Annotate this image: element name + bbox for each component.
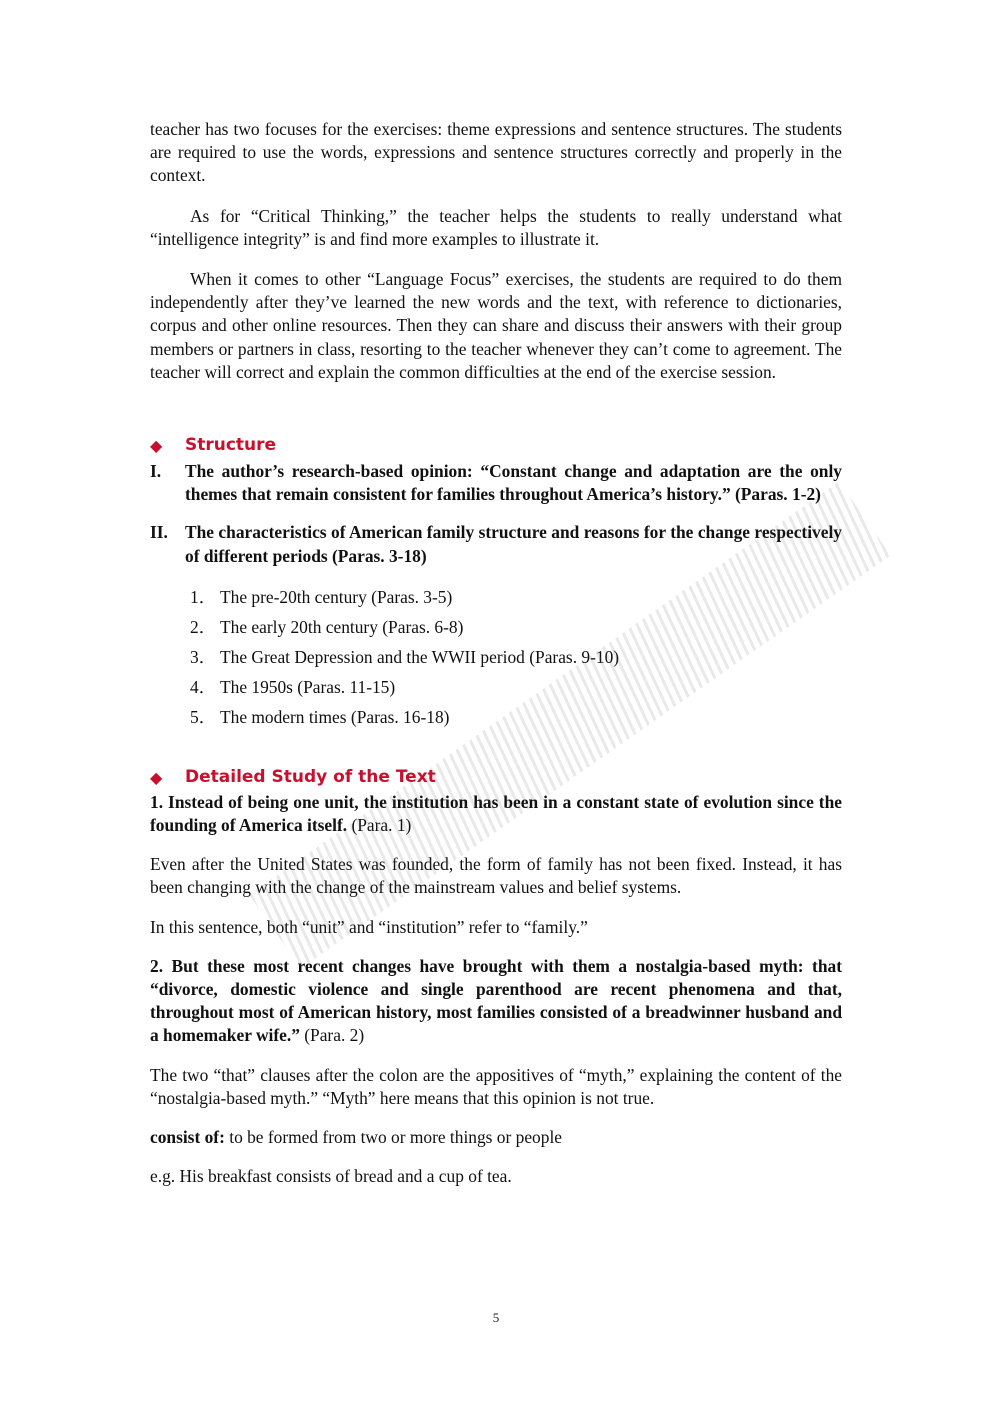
period-item [190,612,842,642]
diamond-icon: ◆ [150,436,163,456]
period-index: 1． [190,586,217,607]
period-label: The 1950s (Paras. 11-15) [220,676,396,697]
diamond-icon: ◆ [150,767,163,787]
period-item [190,582,842,612]
study-item-1-explanation: Even after the United States was founded, the form of family has not been fixed. Instead, it has been changing with the change of the mainstream values and belief systems. [150,854,842,898]
page-content [150,118,842,1188]
period-item [190,702,842,732]
structure-item-text: The characteristics of American family structure and reasons for the change respectively of different periods (Paras. 3-18) [185,522,842,566]
period-label: The modern times (Paras. 16-18) [220,706,450,727]
period-index: 3． [190,646,217,667]
detailed-study-heading-label: Detailed Study of the Text [185,766,436,787]
page-number: 5 [492,1310,500,1325]
language-focus-paragraph: When it comes to other “Language Focus” exercises, the students are required to do them independently after they’ve learned the new words and the text, with reference to dictionaries, corpus and other online resources. Then they can share and discuss their answers with their group members or partners in class, resorting to the teacher whenever they can’t come to agreement. The teacher will correct and explain the common difficulties at the end of the exercise session. [150,269,842,382]
structure-heading-label: Structure [185,435,277,456]
structure-heading [150,434,842,457]
vocabulary-entry [150,1126,842,1149]
period-item [190,642,842,672]
study-item-2-ref: (Para. 2) [304,1025,365,1046]
study-item-1-sentence: 1. Instead of being one unit, the institution has been in a constant state of evolution since the founding of America itself. [150,791,842,836]
vocabulary-example: e.g. His breakfast consists of bread and a cup of tea. [150,1166,512,1187]
structure-item-number: I. [150,461,162,482]
structure-item-2 [150,521,842,567]
period-label: The pre-20th century (Paras. 3-5) [220,586,453,607]
critical-thinking-paragraph: As for “Critical Thinking,” the teacher helps the students to really understand what “intelligence integrity” is and find more examples to illustrate it. [150,205,842,249]
vocabulary-term: consist of: [150,1127,225,1148]
study-item-2-sentence: 2. But these most recent changes have brought with them a nostalgia-based myth: that “divorce, domestic violence and single parenthood are recent phenomena and that, throughout most of American history, most families consisted of a breadwinner husband and a homemaker wife.” [150,955,842,1046]
period-list [190,582,842,732]
study-item-1-ref: (Para. 1) [351,815,412,836]
period-label: The Great Depression and the WWII period (Paras. 9-10) [220,646,620,667]
structure-item-number: II. [150,522,168,543]
period-item [190,672,842,702]
period-index: 4． [190,676,217,697]
study-item-2 [150,955,842,1048]
structure-item-1 [150,460,842,506]
study-item-2-explanation: The two “that” clauses after the colon are the appositives of “myth,” explaining the content of the “nostalgia-based myth.” “Myth” here means that this opinion is not true. [150,1064,842,1108]
vocabulary-definition: to be formed from two or more things or people [229,1127,562,1148]
study-item-1-note: In this sentence, both “unit” and “institution” refer to “family.” [150,916,588,937]
period-index: 2． [190,616,217,637]
detailed-study-heading [150,766,842,789]
period-index: 5． [190,706,217,727]
study-item-1 [150,791,842,837]
intro-paragraph: teacher has two focuses for the exercises: theme expressions and sentence structures. The students are required to use the words, expressions and sentence structures correctly and properly in the context. [150,119,842,186]
period-label: The early 20th century (Paras. 6-8) [220,616,464,637]
structure-item-text: The author’s research-based opinion: “Constant change and adaptation are the only themes that remain consistent for families throughout America’s history.” (Paras. 1-2) [185,461,842,505]
